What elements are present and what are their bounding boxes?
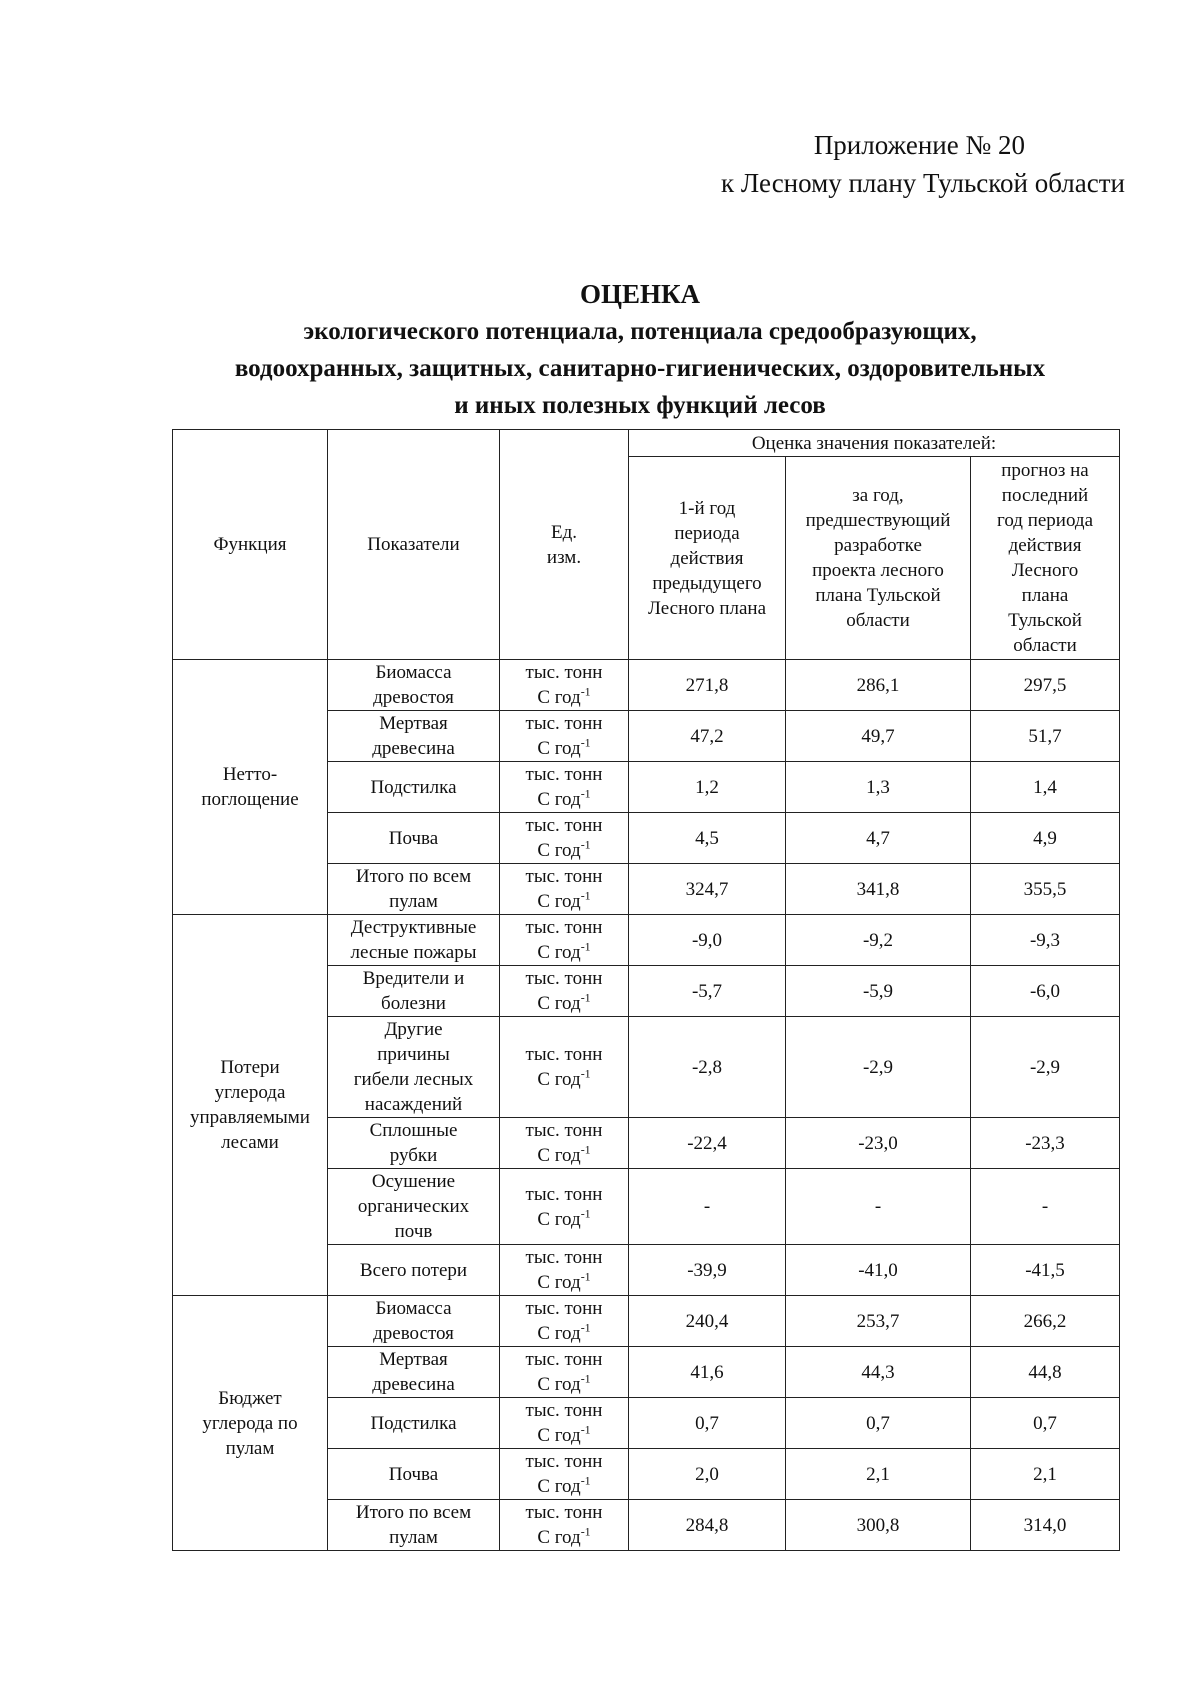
value-cell-2: 341,8 — [786, 864, 971, 915]
unit-line-2 — [504, 1474, 624, 1499]
value-cell-3: 1,4 — [971, 762, 1120, 813]
value-cell-3: 0,7 — [971, 1398, 1120, 1449]
unit-cell — [500, 813, 629, 864]
header-col-1-line: периода — [674, 522, 740, 544]
table-body — [173, 660, 1120, 1551]
value-cell-2: - — [786, 1169, 971, 1245]
function-label-line: углерода — [214, 1082, 286, 1103]
unit-text: С год — [537, 840, 581, 861]
unit-cell — [500, 966, 629, 1017]
indicator-cell — [328, 1169, 500, 1245]
value-cell-1: 324,7 — [629, 864, 786, 915]
unit-text: С год — [537, 789, 581, 810]
header-col-1-line: 1-й год — [678, 497, 736, 519]
unit-superscript: -1 — [580, 735, 591, 750]
value-cell-1: 284,8 — [629, 1500, 786, 1551]
unit-text: С год — [537, 993, 581, 1014]
value-cell-3: 266,2 — [971, 1296, 1120, 1347]
value-cell-3: -41,5 — [971, 1245, 1120, 1296]
value-cell-1: 47,2 — [629, 711, 786, 762]
value-cell-1: 41,6 — [629, 1347, 786, 1398]
unit-line-1: тыс. тонн — [525, 917, 603, 938]
unit-line-1: тыс. тонн — [525, 866, 603, 887]
unit-line-1: тыс. тонн — [525, 968, 603, 989]
unit-cell — [500, 1500, 629, 1551]
unit-line-2 — [504, 1143, 624, 1168]
title-line-2: водоохранных, защитных, санитарно-гигиенических, оздоровительных — [234, 355, 1046, 382]
indicator-label-line: Почва — [388, 827, 439, 849]
unit-line-1: тыс. тонн — [525, 713, 603, 734]
value-cell-2: 4,7 — [786, 813, 971, 864]
header-assessment: Оценка значения показателей: — [629, 430, 1120, 457]
indicator-label-line: Другие — [384, 1019, 443, 1040]
header-col-3-line: области — [1013, 635, 1077, 656]
indicator-label-line: древесина — [372, 738, 455, 759]
value-cell-1: -5,7 — [629, 966, 786, 1017]
unit-superscript: -1 — [580, 786, 591, 801]
value-cell-2: 300,8 — [786, 1500, 971, 1551]
indicator-cell — [328, 1296, 500, 1347]
indicator-label-line: Осушение — [371, 1171, 456, 1192]
unit-line-2 — [504, 736, 624, 761]
header-unit-line1: Ед. — [550, 521, 578, 543]
value-cell-3: 4,9 — [971, 813, 1120, 864]
value-cell-3: 51,7 — [971, 711, 1120, 762]
unit-line-1: тыс. тонн — [525, 662, 603, 683]
unit-superscript: -1 — [580, 1524, 591, 1539]
header-col-2-line: проекта лесного — [812, 560, 944, 581]
unit-text: С год — [537, 891, 581, 912]
unit-line-1: тыс. тонн — [525, 1451, 603, 1472]
indicator-label-line: почв — [394, 1221, 433, 1242]
function-cell — [173, 660, 328, 915]
unit-line-2 — [504, 940, 624, 965]
unit-cell — [500, 1398, 629, 1449]
value-cell-1: 4,5 — [629, 813, 786, 864]
value-cell-2: 49,7 — [786, 711, 971, 762]
indicator-label-line: Почва — [388, 1463, 439, 1485]
function-label-line: Потери — [220, 1057, 280, 1078]
unit-line-2 — [504, 1372, 624, 1397]
indicator-label-line: Итого по всем — [355, 866, 472, 887]
unit-superscript: -1 — [580, 1066, 591, 1081]
function-label-line: управляемыми — [190, 1107, 310, 1128]
header-col-3 — [971, 457, 1120, 660]
indicator-label-line: Мертвая — [379, 1349, 448, 1370]
title-line-1: экологического потенциала, потенциала средообразующих, — [303, 318, 977, 345]
header-col-2-line: за год, — [852, 485, 904, 506]
unit-text: С год — [537, 942, 581, 963]
unit-text: С год — [537, 1208, 581, 1230]
unit-line-2 — [504, 889, 624, 914]
header-col-2-line: плана Тульской — [815, 585, 941, 606]
unit-line-1: тыс. тонн — [525, 1183, 603, 1205]
unit-line-2 — [504, 1067, 624, 1092]
appendix-note — [721, 126, 1125, 202]
unit-line-1: тыс. тонн — [525, 1349, 603, 1370]
indicator-cell — [328, 1500, 500, 1551]
header-col-3-line: прогноз на — [1001, 460, 1089, 481]
unit-text: С год — [537, 1527, 581, 1548]
indicator-label-line: древесина — [372, 1374, 455, 1395]
value-cell-3: 44,8 — [971, 1347, 1120, 1398]
header-col-3-line: действия — [1008, 535, 1082, 556]
indicator-cell — [328, 915, 500, 966]
unit-cell — [500, 864, 629, 915]
unit-text: С год — [537, 1476, 581, 1497]
value-cell-3: -23,3 — [971, 1118, 1120, 1169]
indicator-label-line: Биомасса — [375, 1298, 452, 1319]
value-cell-1: 0,7 — [629, 1398, 786, 1449]
indicator-label-line: причины — [377, 1044, 450, 1065]
value-cell-1: -22,4 — [629, 1118, 786, 1169]
unit-cell — [500, 1118, 629, 1169]
unit-text: С год — [537, 1069, 581, 1090]
unit-line-1: тыс. тонн — [525, 1502, 603, 1523]
unit-text: С год — [537, 1374, 581, 1395]
unit-text: С год — [537, 738, 581, 759]
header-col-2-line: области — [846, 610, 910, 631]
value-cell-1: -39,9 — [629, 1245, 786, 1296]
value-cell-1: -9,0 — [629, 915, 786, 966]
indicator-label-line: Итого по всем — [355, 1502, 472, 1523]
indicator-label-line: древостоя — [373, 687, 454, 708]
unit-cell — [500, 1296, 629, 1347]
unit-line-1: тыс. тонн — [525, 1298, 603, 1319]
function-cell — [173, 915, 328, 1296]
indicator-cell — [328, 1347, 500, 1398]
indicator-cell — [328, 762, 500, 813]
value-cell-2: -9,2 — [786, 915, 971, 966]
unit-cell — [500, 762, 629, 813]
value-cell-1: 240,4 — [629, 1296, 786, 1347]
unit-line-2 — [504, 1423, 624, 1448]
unit-line-1: тыс. тонн — [525, 1044, 603, 1065]
unit-line-1: тыс. тонн — [525, 1247, 603, 1268]
unit-superscript: -1 — [580, 1269, 591, 1284]
indicator-label-line: насаждений — [364, 1094, 463, 1115]
unit-line-2 — [504, 1525, 624, 1550]
header-col-1-line: Лесного плана — [647, 597, 767, 619]
unit-cell — [500, 711, 629, 762]
value-cell-2: -41,0 — [786, 1245, 971, 1296]
table-row — [173, 660, 1120, 711]
unit-line-2 — [504, 685, 624, 710]
indicator-label-line: лесные пожары — [350, 942, 477, 963]
unit-cell — [500, 1347, 629, 1398]
unit-superscript: -1 — [580, 1473, 591, 1488]
value-cell-1: 1,2 — [629, 762, 786, 813]
unit-text: С год — [537, 1323, 581, 1344]
unit-superscript: -1 — [580, 1371, 591, 1386]
unit-cell — [500, 1449, 629, 1500]
unit-text: С год — [537, 1425, 581, 1446]
appendix-number: Приложение № 20 — [813, 130, 1025, 160]
indicator-label-line: Сплошные — [369, 1120, 458, 1141]
unit-text: С год — [537, 1145, 581, 1166]
unit-cell — [500, 1245, 629, 1296]
unit-line-2 — [504, 1207, 624, 1232]
indicator-cell — [328, 1118, 500, 1169]
value-cell-2: -23,0 — [786, 1118, 971, 1169]
unit-text: С год — [537, 1272, 581, 1293]
header-col-1 — [629, 457, 786, 660]
header-col-2-line: разработке — [834, 535, 922, 556]
document-title — [160, 275, 1120, 424]
unit-superscript: -1 — [580, 684, 591, 699]
unit-text: С год — [537, 687, 581, 708]
unit-line-2 — [504, 1270, 624, 1295]
value-cell-3: -6,0 — [971, 966, 1120, 1017]
value-cell-2: 1,3 — [786, 762, 971, 813]
value-cell-1: 271,8 — [629, 660, 786, 711]
indicator-label-line: Подстилка — [370, 1412, 457, 1434]
value-cell-2: 44,3 — [786, 1347, 971, 1398]
unit-cell — [500, 1017, 629, 1118]
value-cell-2: 0,7 — [786, 1398, 971, 1449]
header-col-3-line: год периода — [997, 510, 1094, 531]
indicator-cell — [328, 1245, 500, 1296]
header-col-3-line: последний — [1001, 485, 1089, 506]
value-cell-3: 355,5 — [971, 864, 1120, 915]
indicator-label-line: древостоя — [373, 1323, 454, 1344]
indicator-label-line: гибели лесных — [353, 1069, 474, 1090]
unit-line-2 — [504, 1321, 624, 1346]
value-cell-2: -2,9 — [786, 1017, 971, 1118]
value-cell-3: 2,1 — [971, 1449, 1120, 1500]
function-label-line: лесами — [221, 1132, 279, 1153]
value-cell-3: -9,3 — [971, 915, 1120, 966]
indicator-label-line: органических — [357, 1196, 470, 1217]
assessment-table — [172, 429, 1120, 1551]
unit-superscript: -1 — [580, 1320, 591, 1335]
value-cell-3: -2,9 — [971, 1017, 1120, 1118]
value-cell-2: 286,1 — [786, 660, 971, 711]
function-label-line: поглощение — [201, 789, 299, 810]
indicator-label-line: рубки — [389, 1145, 438, 1166]
indicator-label-line: пулам — [389, 1527, 438, 1548]
value-cell-2: 2,1 — [786, 1449, 971, 1500]
unit-line-2 — [504, 838, 624, 863]
header-indicators: Показатели — [328, 430, 500, 660]
header-col-2-line: предшествующий — [805, 510, 951, 531]
indicator-cell — [328, 711, 500, 762]
header-function: Функция — [173, 430, 328, 660]
value-cell-3: 314,0 — [971, 1500, 1120, 1551]
unit-line-2 — [504, 787, 624, 812]
title-main: ОЦЕНКА — [579, 279, 701, 309]
indicator-cell — [328, 1449, 500, 1500]
unit-line-1: тыс. тонн — [525, 1120, 603, 1141]
header-col-3-line: плана — [1021, 585, 1069, 606]
appendix-reference: к Лесному плану Тульской области — [721, 168, 1125, 198]
indicator-cell — [328, 1398, 500, 1449]
unit-superscript: -1 — [580, 888, 591, 903]
function-label-line: Нетто- — [222, 764, 278, 785]
unit-line-1: тыс. тонн — [525, 764, 603, 785]
indicator-label-line: Мертвая — [379, 713, 448, 734]
table-row — [173, 1296, 1120, 1347]
indicator-cell — [328, 966, 500, 1017]
function-cell — [173, 1296, 328, 1551]
indicator-cell — [328, 1017, 500, 1118]
value-cell-1: 2,0 — [629, 1449, 786, 1500]
indicator-label-line: болезни — [381, 993, 446, 1014]
value-cell-3: 297,5 — [971, 660, 1120, 711]
unit-superscript: -1 — [580, 1206, 591, 1221]
unit-cell — [500, 1169, 629, 1245]
value-cell-1: -2,8 — [629, 1017, 786, 1118]
indicator-label-line: Всего потери — [359, 1259, 468, 1281]
indicator-label-line: Биомасса — [375, 662, 452, 683]
unit-line-2 — [504, 991, 624, 1016]
header-unit-line2: изм. — [546, 546, 582, 568]
indicator-cell — [328, 660, 500, 711]
value-cell-2: 253,7 — [786, 1296, 971, 1347]
unit-superscript: -1 — [580, 837, 591, 852]
unit-line-1: тыс. тонн — [525, 815, 603, 836]
indicator-label-line: Вредители и — [362, 968, 465, 989]
value-cell-1: - — [629, 1169, 786, 1245]
unit-superscript: -1 — [580, 990, 591, 1005]
function-label-line: Бюджет — [218, 1387, 282, 1409]
unit-superscript: -1 — [580, 939, 591, 954]
unit-superscript: -1 — [580, 1142, 591, 1157]
unit-superscript: -1 — [580, 1422, 591, 1437]
indicator-label-line: пулам — [389, 891, 438, 912]
unit-cell — [500, 915, 629, 966]
title-line-3: и иных полезных функций лесов — [454, 392, 826, 419]
unit-line-1: тыс. тонн — [525, 1400, 603, 1421]
header-col-3-line: Лесного — [1011, 560, 1079, 581]
indicator-cell — [328, 864, 500, 915]
function-label-line: пулам — [225, 1437, 275, 1459]
indicator-cell — [328, 813, 500, 864]
header-col-3-line: Тульской — [1008, 610, 1082, 631]
header-unit — [500, 430, 629, 660]
header-col-2 — [786, 457, 971, 660]
header-col-1-line: действия — [670, 547, 744, 569]
value-cell-3: - — [971, 1169, 1120, 1245]
indicator-label-line: Подстилка — [370, 776, 457, 798]
indicator-label-line: Деструктивные — [350, 917, 477, 938]
unit-cell — [500, 660, 629, 711]
value-cell-2: -5,9 — [786, 966, 971, 1017]
header-col-1-line: предыдущего — [652, 572, 762, 594]
function-label-line: углерода по — [202, 1412, 298, 1434]
table-row — [173, 915, 1120, 966]
